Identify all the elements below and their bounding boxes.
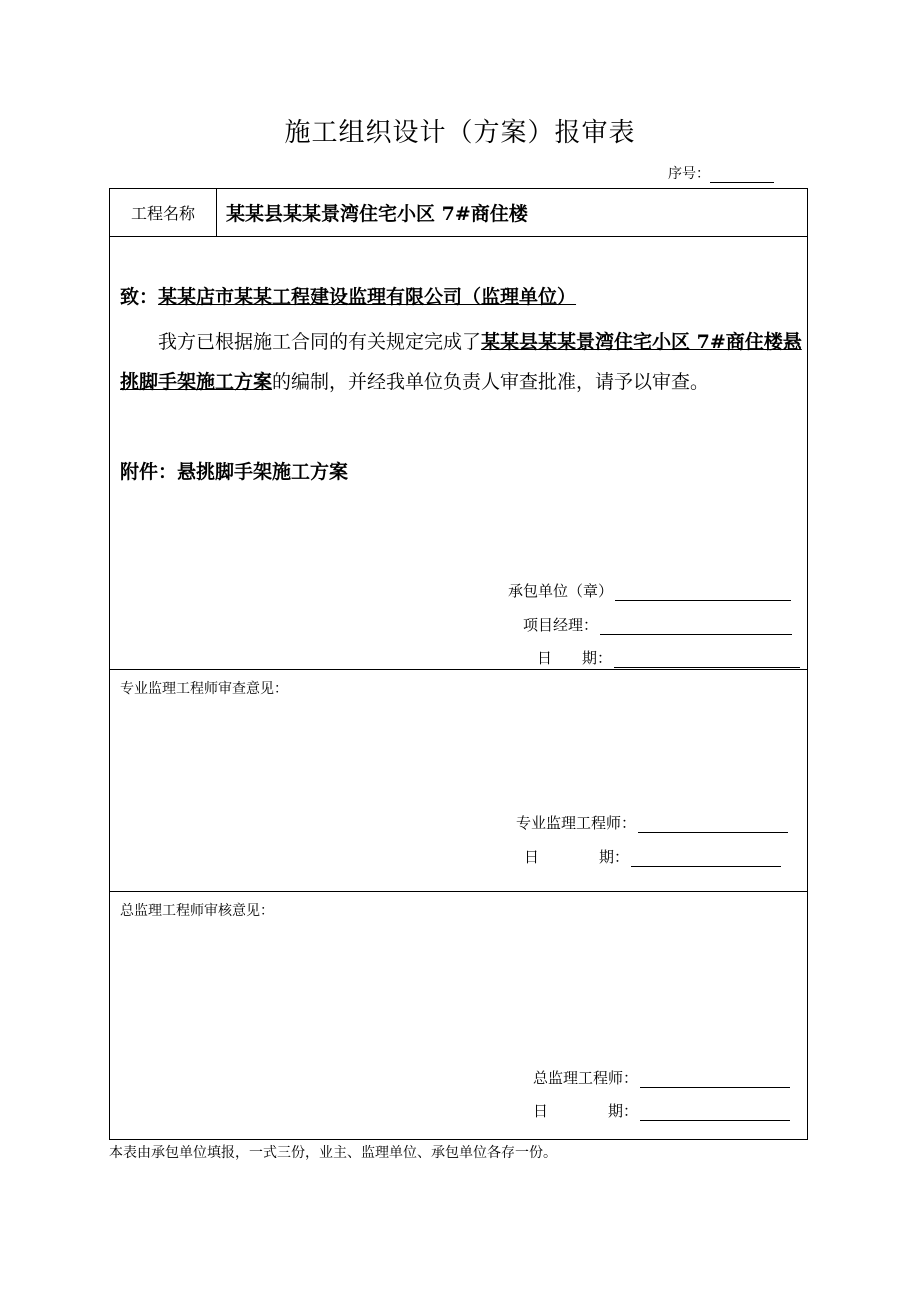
engineer-opinion-label: 专业监理工程师审查意见： [120,681,288,697]
project-name-label: 工程名称 [130,204,195,223]
body-part1: 我方已根据施工合同的有关规定完成了 [158,331,482,353]
chief-opinion-label: 总监理工程师审核意见： [120,903,274,919]
engineer-sign [516,812,788,833]
divider [110,669,807,670]
chief-sign [533,1067,790,1088]
divider [110,891,807,892]
project-manager-field[interactable] [600,619,792,635]
contractor-date-field[interactable] [614,652,800,668]
project-manager-sign [523,614,792,635]
contractor-date-label: 日 期： [537,649,613,667]
contractor-unit-label: 承包单位（章） [508,582,614,600]
addressee [120,282,576,309]
page-title: 施工组织设计（方案）报审表 [284,118,636,148]
chief-signer-label: 总监理工程师： [533,1069,639,1087]
engineer-signer-label: 专业监理工程师： [516,814,637,832]
serial-label: 序号： [668,166,710,182]
body-part2: 的编制，并经我单位负责人审查批准，请予以审查。 [272,371,710,393]
form-table [109,188,808,1140]
serial-number [668,163,774,183]
footnote: 本表由承包单位填报，一式三份，业主、监理单位、承包单位各存一份。 [109,1145,557,1161]
contractor-unit-sign [508,580,791,601]
contractor-unit-field[interactable] [615,585,791,601]
attachment-line: 附件：悬挑脚手架施工方案 [120,461,349,483]
divider [110,236,807,237]
project-name-value: 某某县某某景湾住宅小区 7#商住楼 [226,203,528,225]
engineer-date-label: 日 期： [524,848,630,866]
addressee-org: 某某店市某某工程建设监理有限公司（监理单位） [158,286,577,308]
addressee-prefix: 致： [120,286,159,308]
divider [216,189,217,236]
engineer-signer-field[interactable] [638,817,788,833]
engineer-date-sign [524,846,781,867]
project-manager-label: 项目经理： [523,616,599,634]
chief-date-label: 日 期： [533,1102,639,1120]
contractor-date-sign [537,647,800,668]
body-project-plan: 某某县某某景湾住宅小区 7#商住楼悬挑脚手架施工方案 [120,331,802,393]
serial-blank[interactable] [710,168,774,183]
chief-signer-field[interactable] [640,1072,790,1088]
chief-date-field[interactable] [640,1105,790,1121]
engineer-date-field[interactable] [631,851,781,867]
chief-date-sign [533,1100,790,1121]
submission-text [120,322,802,402]
